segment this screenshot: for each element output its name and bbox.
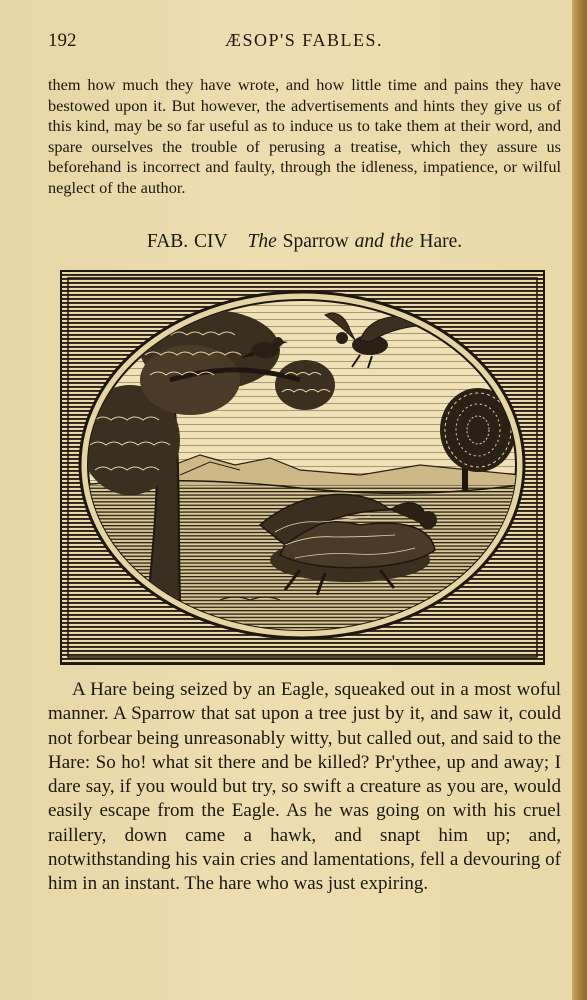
fable-title-and-the: and the [354, 231, 414, 252]
intro-paragraph: them how much they have wrote, and how little time and pains they have bestowed upon it. But however, the advertisements and hints they give us of this kind, may be so far useful as to induce us to take them at their word, and spare ourselves the trouble of perusing a treatise, which they assure us beforehand is incorrect and faulty, through the idleness, impatience, or wilful neglect of the author. [48, 75, 561, 197]
fable-paragraph: A Hare being seized by an Eagle, squeaked out in a most woful manner. A Sparrow that sat upon a tree just by it, and saw it, could not forbear being unreasonably witty, but called out, and said to the Hare: So ho! what sit there and be killed? Pr'ythee, up and away; I dare say, if you would but try, so swift a creature as you are, would easily escape from the Eagle. As he was going on with his cruel raillery, down came a hawk, and snapt him up; and, notwithstanding his vain cries and lamentations, fell a devouring of him in an instant. The hare who was just expiring. [48, 679, 561, 895]
fable-title-sparrow: Sparrow [282, 231, 349, 252]
woodcut-svg [60, 270, 545, 665]
fable-number: FAB. CIV [146, 231, 228, 252]
fable-text [48, 678, 561, 897]
page-edge [572, 0, 587, 1000]
fable-title-hare: Hare. [419, 231, 463, 252]
fable-title-the: The [247, 231, 277, 252]
page-number: 192 [48, 30, 77, 51]
running-title: ÆSOP'S FABLES. [225, 30, 383, 50]
woodcut-illustration [60, 270, 545, 665]
fable-heading [48, 231, 561, 253]
page-header [48, 30, 560, 56]
